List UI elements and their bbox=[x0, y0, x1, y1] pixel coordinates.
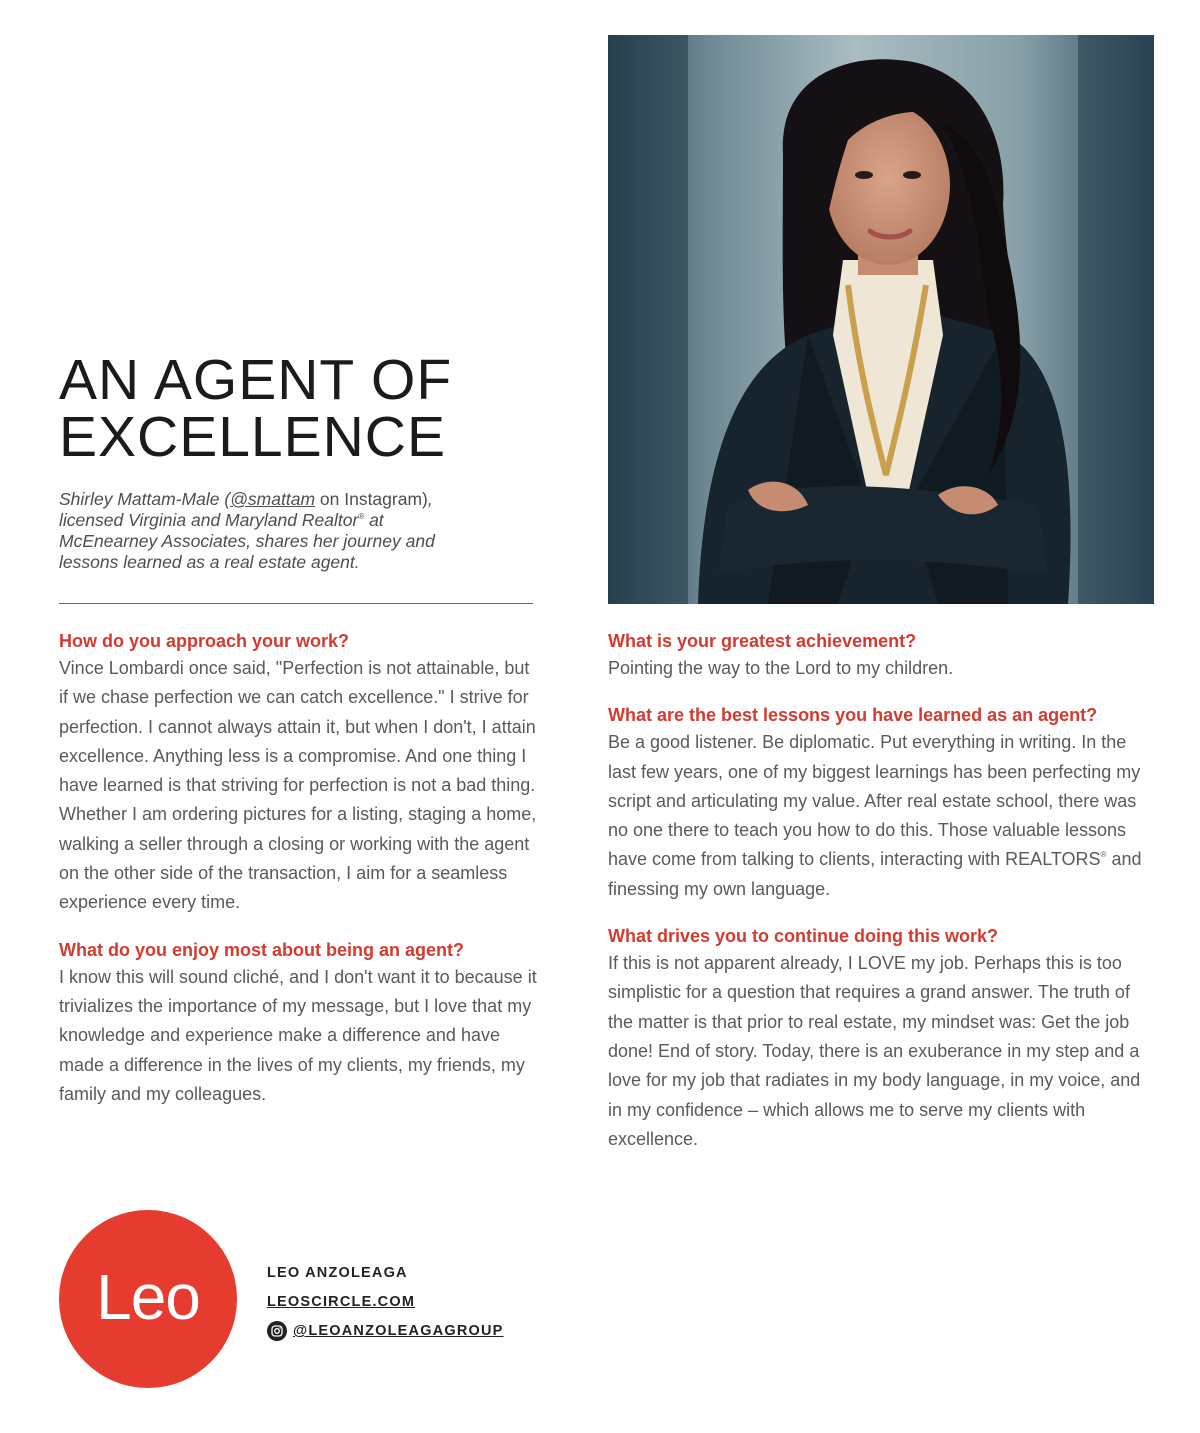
intro-line-2b: at bbox=[364, 510, 384, 530]
instagram-row[interactable] bbox=[267, 1320, 504, 1342]
question-heading: How do you approach your work? bbox=[59, 631, 350, 651]
right-column bbox=[608, 628, 1148, 1173]
registered-mark: ® bbox=[358, 512, 365, 521]
contact-info bbox=[267, 1262, 504, 1349]
intro-line-3: McEnearney Associates, shares her journey and bbox=[59, 531, 435, 551]
question-heading: What do you enjoy most about being an agent? bbox=[59, 939, 464, 960]
answer-text: I know this will sound cliché, and I don't want it to because it trivializes the importance of my message, but I love that my knowledge and experience make a difference and have made a difference in the lives of my clients, my friends, my family and my colleagues. bbox=[59, 966, 537, 1104]
question-heading: What are the best lessons you have learned as an agent? bbox=[608, 705, 1098, 726]
qa-block bbox=[608, 702, 1148, 904]
answer-text: Pointing the way to the Lord to my children. bbox=[608, 658, 954, 678]
agent-name: LEO ANZOLEAGA bbox=[267, 1265, 408, 1281]
title-line-1: AN AGENT OF bbox=[59, 348, 453, 412]
logo-text: Leo bbox=[96, 1261, 200, 1333]
answer-text bbox=[608, 728, 1148, 904]
answer-text: Vince Lombardi once said, "Perfection is not attainable, but if we chase perfection we can catch excellence." I strive for perfection. I cannot always attain it, but when I don't, I attain excellence. Anything less is a compromise. And one thing I have learned is that striving for perfection is not a bad thing. Whether I am ordering pictures for a listing, staging a home, walking a seller through a closing or working with the agent on the other side of the transaction, I aim for a seamless experience every time. bbox=[59, 658, 537, 913]
intro-name: Shirley Mattam-Male ( bbox=[59, 489, 231, 509]
article-title bbox=[59, 348, 579, 469]
intro-line-2: licensed Virginia and Maryland Realtor bbox=[59, 510, 359, 530]
answer-part-1: Be a good listener. Be diplomatic. Put everything in writing. In the last few years, one of my biggest learnings has been perfecting my script and articulating my value. After real estate school, there was no one there to teach you how to do this. Those valuable lessons have come from talking to clients, interacting with REALTORS bbox=[608, 732, 1141, 870]
registered-mark: ® bbox=[1100, 850, 1107, 860]
portrait-photo bbox=[608, 35, 1154, 604]
answer-part-2: and finessing my own language. bbox=[608, 849, 1142, 899]
qa-block bbox=[59, 628, 537, 918]
answer-text: If this is not apparent already, I LOVE my job. Perhaps this is too simplistic for a question that requires a grand answer. The truth of the matter is that prior to real estate, my mindset was: Get the job done! End of story. Today, there is an exuberance in my step and a love for my job that radiates in my body language, in my voice, and in my confidence – which allows me to serve my clients with excellence. bbox=[608, 953, 1141, 1149]
intro-comma: , bbox=[427, 489, 433, 509]
question-heading: What drives you to continue doing this work? bbox=[608, 926, 999, 947]
qa-block bbox=[608, 628, 1148, 683]
intro-line-4: lessons learned as a real estate agent. bbox=[59, 552, 360, 572]
instagram-icon bbox=[267, 1321, 287, 1341]
article-intro bbox=[59, 489, 479, 573]
leo-logo bbox=[59, 1210, 237, 1388]
instagram-handle-link[interactable]: @smattam bbox=[230, 489, 316, 509]
qa-block bbox=[59, 937, 537, 1109]
left-column bbox=[59, 628, 537, 1128]
intro-platform: on Instagram) bbox=[315, 489, 428, 509]
question-heading: What is your greatest achievement? bbox=[608, 631, 917, 651]
instagram-link[interactable]: @LEOANZOLEAGAGROUP bbox=[293, 1323, 504, 1339]
section-divider bbox=[59, 603, 533, 604]
title-line-2: EXCELLENCE bbox=[59, 405, 446, 469]
website-link[interactable]: LEOSCIRCLE.COM bbox=[267, 1294, 416, 1310]
qa-block bbox=[608, 923, 1148, 1154]
